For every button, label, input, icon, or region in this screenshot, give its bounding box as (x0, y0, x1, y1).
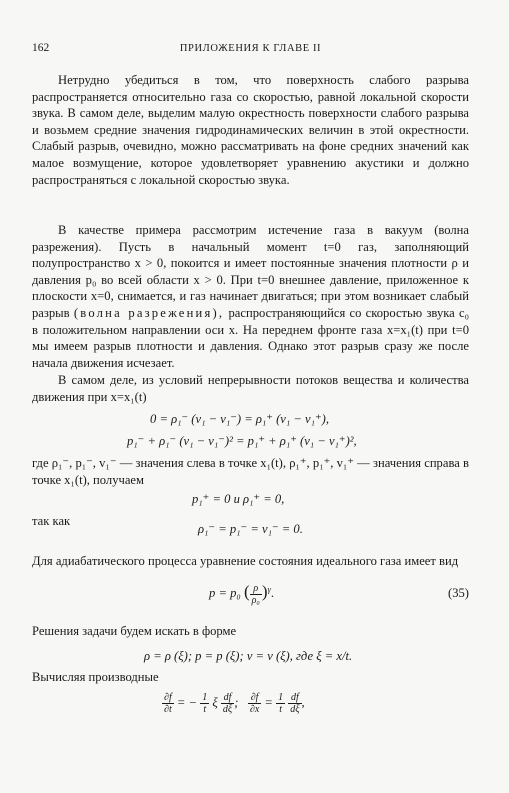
numerator: 1 (278, 692, 284, 703)
period: . (270, 586, 275, 600)
denominator: ρ₀ (251, 594, 260, 606)
text-derivatives: Вычисляя производные (32, 670, 159, 684)
fraction (288, 692, 301, 715)
paragraph-weak-discontinuity (32, 72, 469, 188)
equation-left-values: ρ₁⁻ = p₁⁻ = v₁⁻ = 0. (198, 522, 303, 536)
equation-35 (209, 582, 274, 606)
numerator: ∂f (248, 692, 261, 704)
numerator: ρ (250, 583, 262, 595)
text-where: где ρ₁⁻, p₁⁻, v₁⁻ — значения слева в точке x₁(t), ρ₁⁺, p₁⁺, v₁⁺ — значения справа в точке x₁(t), получаем (32, 456, 469, 487)
denominator: ∂t (164, 704, 172, 715)
equation-mass-flux: 0 = ρ₁⁻ (v₁ − v₁⁻) = ρ₁⁺ (v₁ − v₁⁺), (150, 412, 330, 426)
exponent: γ (267, 583, 271, 594)
equation-similarity: ρ = ρ (ξ); p = p (ξ); v = v (ξ), где ξ = x/t. (144, 649, 353, 663)
fraction (248, 692, 261, 715)
operator: = − (176, 695, 198, 710)
denominator: t (203, 704, 207, 715)
denominator: t (279, 704, 282, 715)
paren-close: ) (261, 582, 268, 601)
paragraph-text: Нетрудно убедиться в том, что поверхность слабого разрыва распространяется относительно газа со скоростью, равной локальной скорости звука. В самом деле, выделим малую окрестность поверхности слабого разрыва и возьмем средние значения гидродинамических величин в этой окрестности. Слабый разрыв, очевидно, можно рассматривать на фоне средних значений как малое возмущение, которое удовлетворяет уравнению акустики и должно распространяться с локальной скоростью звука. (32, 73, 469, 187)
numerator: ∂f (164, 692, 172, 703)
text-because: так как (32, 514, 71, 528)
equation-momentum-flux: p₁⁻ + ρ₁⁻ (v₁ − v₁⁻)² = p₁⁺ + ρ₁⁺ (v₁ − v₁⁺)², (127, 434, 357, 448)
spaced-term: (волна разрежения), (73, 305, 225, 320)
fraction (276, 692, 285, 715)
paragraph-text: В самом деле, из условий непрерывности потоков вещества и количества движения при x=x₁(t) (32, 373, 469, 404)
denominator: dξ (222, 704, 233, 715)
numerator: df (288, 692, 301, 704)
text-adiabatic: Для адиабатического процесса уравнение состояния идеального газа имеет вид (32, 554, 459, 568)
equation-number: (35) (448, 586, 469, 600)
paragraph-text (32, 222, 469, 371)
numerator: 1 (202, 692, 208, 703)
eq-left: p = p₀ (209, 586, 241, 600)
fraction (221, 692, 234, 715)
fraction (250, 583, 262, 606)
running-title: ПРИЛОЖЕНИЯ К ГЛАВЕ II (179, 43, 322, 54)
denominator: dξ (290, 704, 300, 715)
paragraph-rarefaction-example (32, 222, 469, 371)
separator: ; (234, 695, 239, 710)
text-part: В качестве примера рассмотрим истечение газа в вакуум (волна разрежения). Пусть в начальный момент t=0 газ, заполняющий полупространство x > 0, покоится и имеет постоянные значения плотности ρ и давления p₀ во всей области x > 0. При t=0 внешнее давление, приложенное к плоскости x=0, снимается, и газ начинает двигаться; при этом возникает слабый разрыв (32, 223, 469, 320)
fraction (200, 692, 209, 715)
operator: = (264, 695, 273, 710)
denominator: ∂x (249, 704, 260, 715)
text-solutions: Решения задачи будем искать в форме (32, 624, 237, 638)
page-number: 162 (32, 42, 50, 54)
equation-derivatives (162, 692, 305, 715)
paragraph-continuity (32, 372, 469, 405)
comma: , (301, 695, 305, 710)
numerator: df (221, 692, 234, 704)
equation-right-values: p₁⁺ = 0 и ρ₁⁺ = 0, (192, 492, 285, 506)
variable: ξ (212, 695, 218, 710)
fraction (162, 692, 174, 715)
text-part: распространяющийся со скоростью звука c₀ в положительном направлении оси x. На переднем фронте газа x=x₁(t) при t=0 мы имеем разрыв плотности и давления. Однако этот разрыв сразу же после начала движения исчезает. (32, 305, 470, 370)
paren-open: ( (243, 582, 250, 601)
